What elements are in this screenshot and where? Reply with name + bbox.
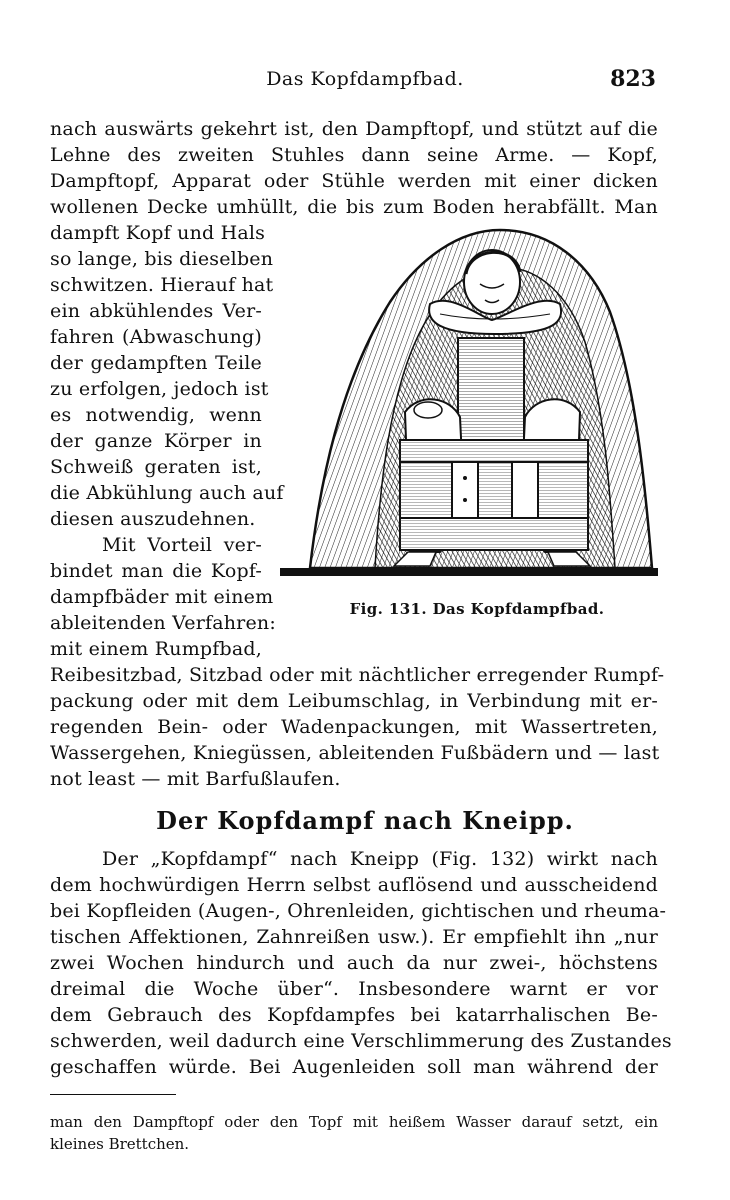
footnote-line: man den Dampftopf oder den Topf mit heißem Wasser darauf setzt, ein	[50, 1113, 658, 1131]
text-line: dampfbäder mit einem	[50, 586, 274, 608]
steam-bath-illustration	[280, 222, 658, 584]
text-line: bei Kopfleiden (Augen-, Ohrenleiden, gichtischen und rheuma-	[50, 900, 667, 922]
text-line: fahren (Abwaschung)	[50, 326, 262, 348]
text-line: Schweiß geraten ist,	[50, 456, 262, 478]
text-line: Der „Kopfdampf“ nach Kneipp (Fig. 132) wirkt nach	[102, 848, 658, 870]
text-line: dem Gebrauch des Kopfdampfes bei katarrhalischen Be-	[50, 1004, 658, 1026]
text-line: bindet man die Kopf-	[50, 560, 262, 582]
text-line: zu erfolgen, jedoch ist	[50, 378, 269, 400]
text-line: schwerden, weil dadurch eine Verschlimmerung des Zustandes	[50, 1030, 672, 1052]
figure-illustration	[280, 222, 658, 584]
text-line: nach auswärts gekehrt ist, den Dampftopf, und stützt auf die	[50, 118, 658, 140]
text-line: geschaffen würde. Bei Augenleiden soll man während der	[50, 1056, 658, 1078]
text-line: tischen Affektionen, Zahnreißen usw.). Er empfiehlt ihn „nur	[50, 926, 658, 948]
text-line: ein abkühlendes Ver-	[50, 300, 262, 322]
text-line: schwitzen. Hierauf hat	[50, 274, 274, 296]
text-line: so lange, bis dieselben	[50, 248, 274, 270]
text-line: Reibesitzbad, Sitzbad oder mit nächtlicher erregender Rumpf-	[50, 664, 665, 686]
text-line: dampft Kopf und Hals	[50, 222, 266, 244]
section-heading: Der Kopfdampf nach Kneipp.	[156, 806, 574, 835]
text-line: die Abkühlung auch auf	[50, 482, 284, 504]
figure-caption: Fig. 131. Das Kopfdampfbad.	[349, 600, 605, 618]
footnote-line: kleines Brettchen.	[50, 1135, 190, 1153]
footnote-rule	[50, 1094, 176, 1095]
text-line: es notwendig, wenn	[50, 404, 262, 426]
text-line: Lehne des zweiten Stuhles dann seine Arme. — Kopf,	[50, 144, 658, 166]
text-line: Dampftopf, Apparat oder Stühle werden mit einer dicken	[50, 170, 658, 192]
text-line: diesen auszudehnen.	[50, 508, 256, 530]
page-number: 823	[610, 66, 656, 92]
text-line: dreimal die Woche über“. Insbesondere warnt er vor	[50, 978, 658, 1000]
running-head-title: Das Kopfdampfbad.	[266, 68, 464, 90]
running-head	[0, 68, 730, 98]
text-line: not least — mit Barfußlaufen.	[50, 768, 341, 790]
text-line: der ganze Körper in	[50, 430, 262, 452]
text-line: der gedampften Teile	[50, 352, 262, 374]
text-line: packung oder mit dem Leibumschlag, in Verbindung mit er-	[50, 690, 658, 712]
text-line: zwei Wochen hindurch und auch da nur zwei-, höchstens	[50, 952, 658, 974]
text-line: ableitenden Verfahren:	[50, 612, 276, 634]
text-line: regenden Bein- oder Wadenpackungen, mit Wassertreten,	[50, 716, 658, 738]
text-line: mit einem Rumpfbad,	[50, 638, 262, 660]
text-line: Wassergehen, Kniegüssen, ableitenden Fußbädern und — last	[50, 742, 660, 764]
text-line: dem hochwürdigen Herrn selbst auflösend und ausscheidend	[50, 874, 658, 896]
text-line: Mit Vorteil ver-	[102, 534, 262, 556]
text-line: wollenen Decke umhüllt, die bis zum Boden herabfällt. Man	[50, 196, 658, 218]
